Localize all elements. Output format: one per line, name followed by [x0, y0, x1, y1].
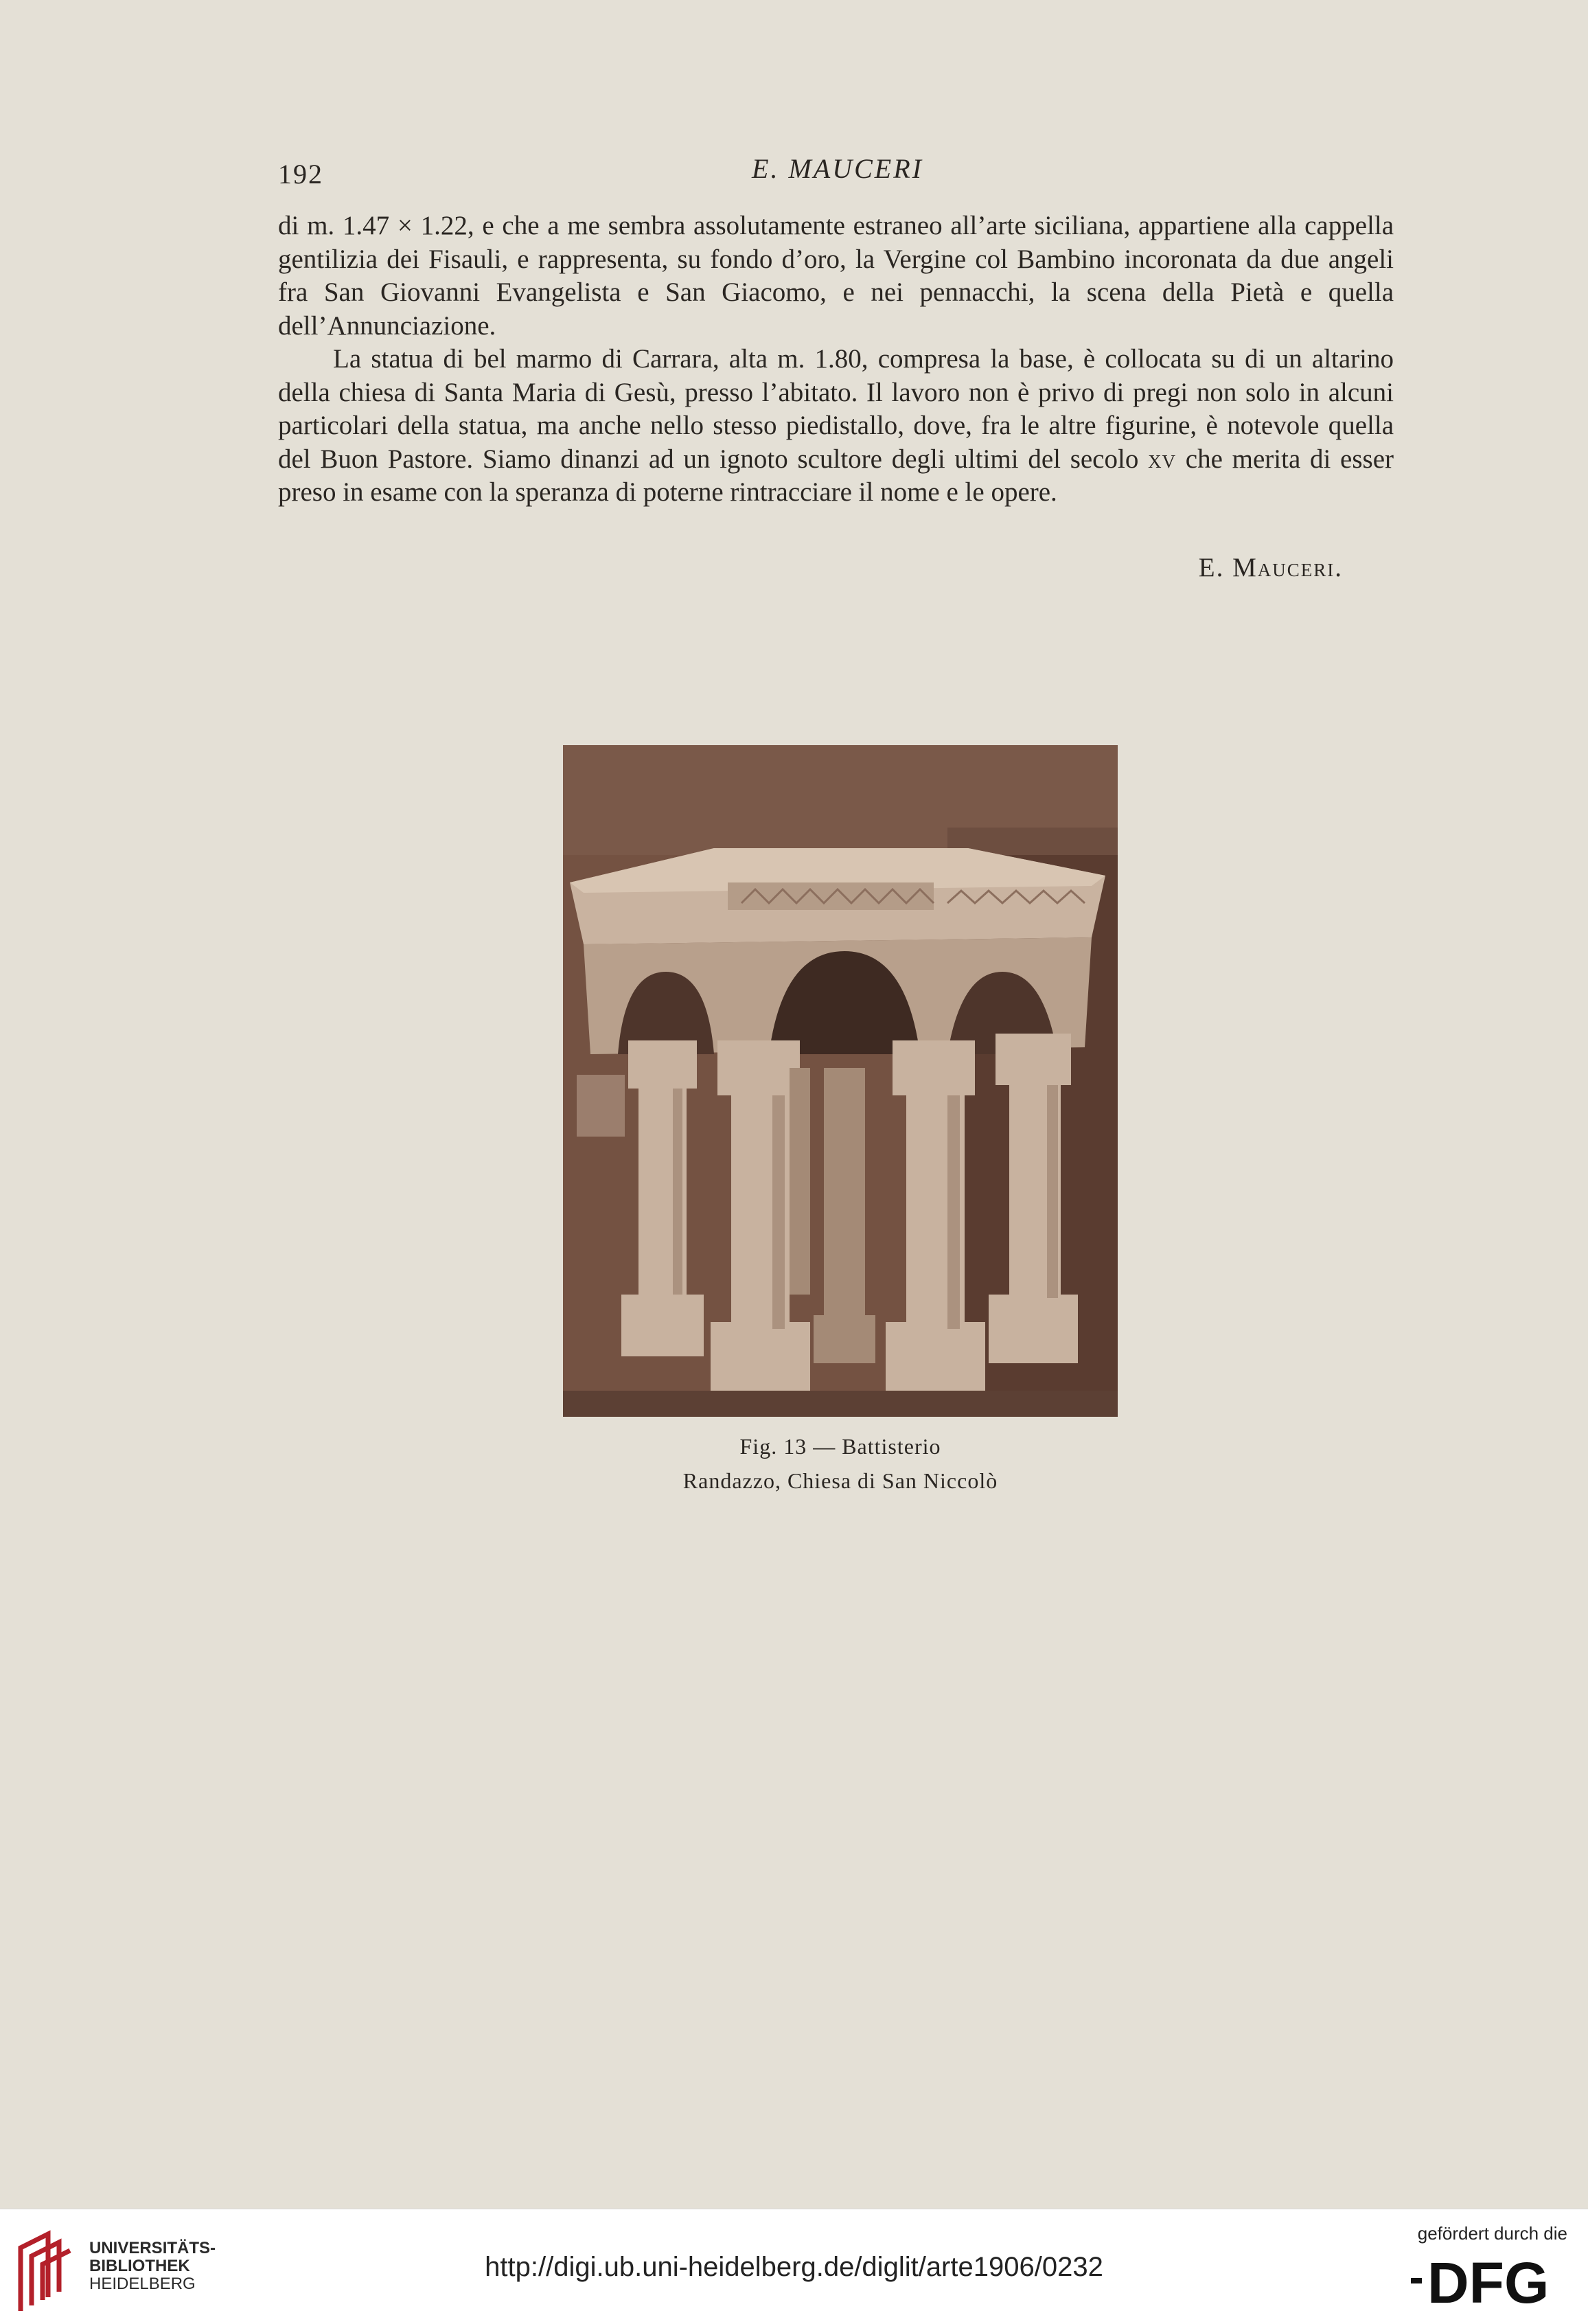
century-numeral: xv — [1148, 444, 1177, 474]
running-title: E. MAUCERI — [752, 153, 923, 184]
text-line: un altarino della chiesa di Santa Maria di Gesù, presso l’abitato. Il lavoro non è privo di — [278, 344, 1394, 407]
article-text — [278, 209, 1394, 510]
dfg-logo-icon[interactable] — [1411, 2252, 1567, 2310]
library-name-line: UNIVERSITÄTS- — [89, 2239, 216, 2257]
paragraph-1 — [278, 209, 1394, 343]
text-line: rintracciare il nome e le opere. — [730, 477, 1057, 507]
viewer-footer — [0, 2209, 1588, 2324]
library-name-line: BIBLIOTHEK — [89, 2257, 190, 2275]
text-line: alla cappella gentilizia dei Fisauli, e rappresenta, su fondo d’oro, la Vergine col Bambino — [278, 211, 1394, 274]
figure-caption-location: Randazzo, Chiesa di San Niccolò — [682, 1468, 998, 1493]
author-signature: E. Mauceri. — [1198, 553, 1343, 582]
text-line: La statua di bel marmo di Carrara, alta m. 1.80, compresa la base, è collocata su di — [333, 344, 1266, 374]
paragraph-2 — [278, 343, 1394, 510]
text-line: degli ultimi del secolo — [891, 444, 1149, 474]
funding-note: gefördert durch die — [1417, 2223, 1567, 2244]
permalink-url[interactable]: http://digi.ub.uni-heidelberg.de/diglit/arte1906/0232 — [485, 2252, 1103, 2282]
page-number: 192 — [278, 159, 323, 190]
library-name-line: HEIDELBERG — [89, 2275, 196, 2293]
text-line: pregi non solo in alcuni particolari della statua, ma anche nello stesso piedistallo, dove, fra — [278, 377, 1394, 440]
text-line: di m. 1.47 × 1.22, e che a me sembra assolutamente estraneo all’arte siciliana, appartiene — [278, 211, 1250, 240]
running-head — [278, 152, 1397, 194]
text-line: incoronata da due angeli fra San Giovanni Evangelista e San Giacomo, e nei pennacchi, la — [278, 244, 1394, 307]
figure-caption-title: Fig. 13 — Battisterio — [739, 1434, 941, 1459]
dfg-logo-text: DFG — [1427, 2252, 1550, 2310]
text-line: che merita di esser preso in esame con la speranza di poterne — [278, 444, 1394, 507]
text-line: le altre figurine, è notevole quella del Buon Pastore. Siamo dinanzi ad un ignoto scultore — [278, 411, 1394, 474]
text-line: scena della Pietà e quella dell’Annunciazione. — [278, 277, 1394, 341]
baptismal-font-photo — [563, 745, 1118, 1417]
